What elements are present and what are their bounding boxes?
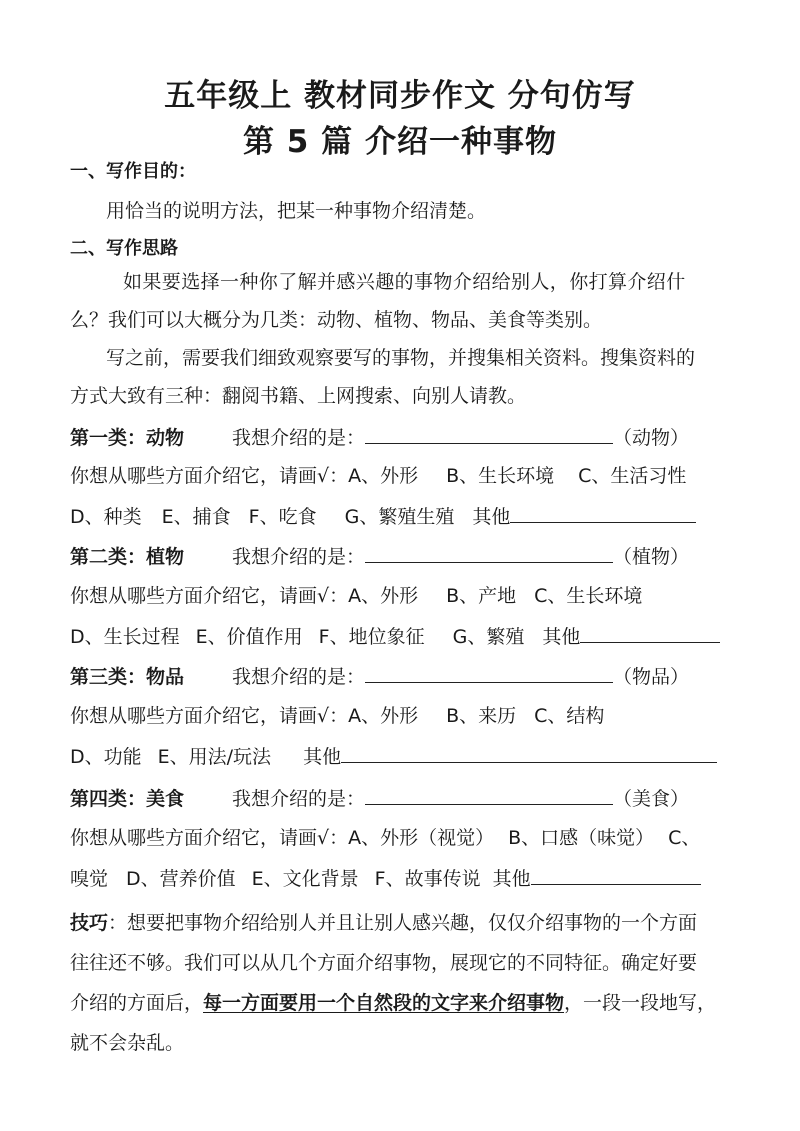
section-heading-approach: 二、写作思路: [70, 238, 178, 259]
category-plant-options-1: [70, 584, 642, 608]
option[interactable]: B、来历: [446, 705, 517, 727]
option[interactable]: E、捕食: [161, 506, 231, 528]
tip-line-4: 就不会杂乱。: [70, 1032, 185, 1054]
approach-p2-line1: 写之前，需要我们细致观察要写的事物，并搜集相关资料。搜集资料的: [106, 347, 696, 369]
category-plant-options-2: [70, 624, 720, 649]
prompt-text: 我想介绍的是：: [232, 788, 366, 810]
category-suffix: （美食）: [613, 788, 690, 810]
option[interactable]: C、结构: [534, 705, 605, 727]
section-heading-purpose: 一、写作目的：: [70, 161, 196, 182]
category-food-options-2: [70, 866, 701, 891]
category-item-options-2: [70, 744, 717, 769]
option[interactable]: A、外形: [348, 585, 419, 607]
tip-text: ，一段一段地写，: [564, 992, 717, 1014]
category-item-header: [70, 664, 689, 689]
tip-emphasis: 每一方面要用一个自然段的文字来介绍事物: [203, 992, 565, 1014]
option[interactable]: A、外形（视觉）: [348, 827, 495, 849]
category-animal-options-2: [70, 504, 696, 529]
option[interactable]: D、生长过程: [70, 626, 180, 648]
answer-blank[interactable]: [365, 544, 613, 563]
approach-p2-line2: 方式大致有三种：翻阅书籍、上网搜索、向别人请教。: [70, 385, 527, 407]
option[interactable]: F、故事传说: [374, 868, 481, 890]
other-label: 其他: [303, 746, 342, 768]
ask-text: 你想从哪些方面介绍它，请画√：: [70, 705, 349, 727]
tip-line-3: [70, 991, 716, 1015]
purpose-text: 用恰当的说明方法，把某一种事物介绍清楚。: [106, 200, 487, 222]
option[interactable]: D、营养价值: [126, 868, 236, 890]
title-line-2: 第 5 篇 介绍一种事物: [243, 124, 557, 160]
option[interactable]: F、吃食: [248, 506, 317, 528]
category-label: 第二类：植物: [70, 546, 185, 568]
category-plant-header: [70, 544, 689, 569]
category-suffix: （植物）: [613, 546, 690, 568]
option[interactable]: G、繁殖生殖: [344, 506, 455, 528]
category-suffix: （物品）: [613, 666, 690, 688]
tip-line-1: [70, 911, 697, 935]
tip-text: ：想要把事物介绍给别人并且让别人感兴趣，仅仅介绍事物的一个方面: [108, 912, 698, 934]
ask-text: 你想从哪些方面介绍它，请画√：: [70, 585, 349, 607]
prompt-text: 我想介绍的是：: [232, 427, 366, 449]
option[interactable]: C、: [668, 827, 701, 849]
option[interactable]: C、生活习性: [578, 465, 687, 487]
option[interactable]: A、外形: [348, 465, 419, 487]
ask-text: 你想从哪些方面介绍它，请画√：: [70, 465, 349, 487]
option[interactable]: 嗅觉: [70, 868, 109, 890]
other-blank[interactable]: [580, 624, 720, 643]
other-label: 其他: [542, 626, 581, 648]
approach-p1-line2: 么？我们可以大概分为几类：动物、植物、物品、美食等类别。: [70, 309, 603, 331]
tip-label: 技巧: [70, 912, 109, 934]
answer-blank[interactable]: [365, 786, 613, 805]
tip-line-2: 往往还不够。我们可以从几个方面介绍事物，展现它的不同特征。确定好要: [70, 952, 698, 974]
category-animal-header: [70, 425, 689, 450]
answer-blank[interactable]: [365, 664, 613, 683]
option[interactable]: A、外形: [348, 705, 419, 727]
option[interactable]: G、繁殖: [452, 626, 525, 648]
approach-p1-line1: 如果要选择一种你了解并感兴趣的事物介绍给别人，你打算介绍什: [123, 271, 686, 293]
category-label: 第一类：动物: [70, 427, 185, 449]
other-blank[interactable]: [531, 866, 701, 885]
prompt-text: 我想介绍的是：: [232, 666, 366, 688]
category-animal-options-1: [70, 464, 686, 488]
answer-blank[interactable]: [365, 425, 613, 444]
title-line-1: 五年级上 教材同步作文 分句仿写: [164, 78, 636, 114]
prompt-text: 我想介绍的是：: [232, 546, 366, 568]
option[interactable]: C、生长环境: [534, 585, 643, 607]
other-blank[interactable]: [341, 744, 717, 763]
option[interactable]: E、用法/玩法: [157, 746, 272, 768]
category-suffix: （动物）: [613, 427, 690, 449]
category-food-options-1: [70, 826, 700, 850]
category-label: 第三类：物品: [70, 666, 185, 688]
option[interactable]: B、产地: [446, 585, 517, 607]
option[interactable]: D、种类: [70, 506, 142, 528]
other-label: 其他: [472, 506, 511, 528]
tip-text: 介绍的方面后，: [70, 992, 204, 1014]
other-blank[interactable]: [510, 504, 696, 523]
other-label: 其他: [492, 868, 531, 890]
option[interactable]: B、生长环境: [446, 465, 555, 487]
option[interactable]: E、文化背景: [251, 868, 359, 890]
option[interactable]: E、价值作用: [195, 626, 303, 648]
category-label: 第四类：美食: [70, 788, 185, 810]
category-food-header: [70, 786, 689, 811]
ask-text: 你想从哪些方面介绍它，请画√：: [70, 827, 349, 849]
option[interactable]: B、口感（味觉）: [508, 827, 655, 849]
category-item-options-1: [70, 704, 604, 728]
option[interactable]: F、地位象征: [318, 626, 425, 648]
option[interactable]: D、功能: [70, 746, 142, 768]
